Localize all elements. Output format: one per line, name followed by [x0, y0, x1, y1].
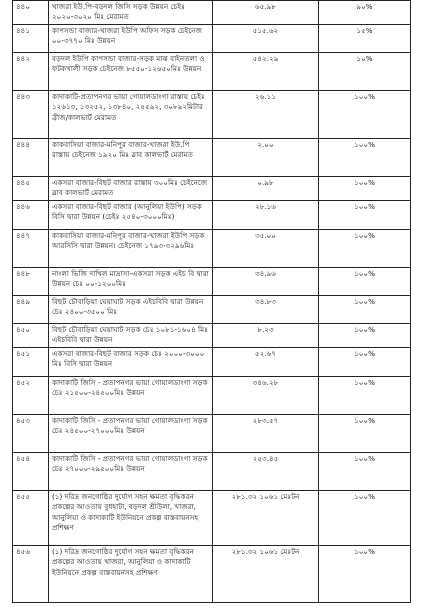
progress-percent-cell: ১০০%	[319, 138, 411, 176]
amount-cell: ২৮১.৩২ ১০৬১ মেঃটন	[213, 545, 319, 602]
amount-cell: ৫১৫.৬২	[213, 24, 319, 52]
table-row	[13, 229, 411, 267]
progress-percent-cell: ১০০%	[319, 295, 411, 323]
progress-percent-cell: ১০০%	[319, 323, 411, 347]
table-row	[13, 90, 411, 138]
progress-percent-cell: ১০০%	[319, 414, 411, 452]
row-number-cell: ৪৪৫	[13, 176, 49, 200]
description-cell: নাংলা ভিজি দাখিল মাদ্রাসা-একসরা সড়ক এইচ বি দ্বারা উন্নয়ন চেঃ ০০-১২০০মিঃ	[49, 267, 213, 295]
description-cell: একসরা বাজার-বিছট বাজার (আনুলিয়া ইউপি) সড়ক বিসি দ্বারা উন্নয়ন (চেইঃ ২৫৪০-৩০০০মিঃ)	[49, 200, 213, 229]
amount-cell: ৫২.৬৭	[213, 347, 319, 376]
row-number-cell: ৪৫৪	[13, 452, 49, 490]
row-number-cell: ৪৪৬	[13, 200, 49, 229]
table-row	[13, 490, 411, 545]
table-row	[13, 545, 411, 602]
table-row	[13, 24, 411, 52]
progress-percent-cell: ১০০%	[319, 90, 411, 138]
project-table	[12, 0, 411, 603]
amount-cell: ৬৫.৯৮	[213, 1, 319, 25]
progress-percent-cell: ৯০%	[319, 1, 411, 25]
description-cell: কাকবাসিয়া বাজার-মনিপুর বাজার-খাজরা ইউ.পি রাস্তায় চেইনেজ ১৯২০ মিঃ স্লাব কালভার্ট মেরামত	[49, 138, 213, 176]
table-row	[13, 52, 411, 90]
row-number-cell: ৪৫২	[13, 376, 49, 414]
table-row	[13, 267, 411, 295]
progress-percent-cell: ১০০%	[319, 347, 411, 376]
progress-percent-cell: ১০%	[319, 52, 411, 90]
row-number-cell: ৪৪০	[13, 1, 49, 25]
table-row	[13, 414, 411, 452]
row-number-cell: ৪৫৩	[13, 414, 49, 452]
project-table-body	[13, 1, 411, 603]
description-cell: বিছট চৌবাড়িয়া ঘেয়াঘাট সড়ক এইচবিবি দ্বারা উন্নয়ন চেঃ ২৪০০-৩৫০০ মিঃ	[49, 295, 213, 323]
progress-percent-cell: ১০০%	[319, 452, 411, 490]
table-row	[13, 176, 411, 200]
description-cell: একসরা বাজার-বিছট বাজার রাস্তায় ৩০০মিঃ চেইনেজে স্লাব কালভার্ট মেরামত	[49, 176, 213, 200]
description-cell: (১) দরিদ্র জনগোষ্ঠির দুর্যোগ সহন ক্ষমতা বৃদ্ধিকরন প্রকল্পের আওতায় বুধহাটা, বড়দল শ্রীউলা, খাজরা, আনুলিয়া ও কাদাকাটি ইউনিয়নে প্রকল্প বাস্তবায়নসহ প্রশিক্ষণ	[49, 490, 213, 545]
amount-cell: ৩৫.০০	[213, 229, 319, 267]
description-cell: খাজরা ইউ.পি-বড়দল জিসি সড়ক উন্নয়ন চেইঃ ২০২০-৩০২০ মিঃ মেরামত	[49, 1, 213, 25]
table-row	[13, 323, 411, 347]
table-row	[13, 138, 411, 176]
description-cell: বড়দল ইউপি কাপসন্ডা বাজার-সড়ক মাঝ বাইনতলা ও ফটকখালী সড়ক চেইনেজ ৮৫৫০-১২৬৫০মিঃ উন্নয়ন	[49, 52, 213, 90]
progress-percent-cell: ১০০%	[319, 376, 411, 414]
table-row	[13, 295, 411, 323]
amount-cell: ৩৪৬.২৮	[213, 376, 319, 414]
description-cell: কাদাকাটি-প্রতাপনগর ভায়া গোয়ালডাংগা রাস্তায় চেইঃ ১২৬১৩, ১৩২৫২, ১৩৮৪০, ২৫৫৯২, ৩০৮৯২মিটার ব্রীজ/কালভার্ট মেরামত	[49, 90, 213, 138]
row-number-cell: ৪৫৫	[13, 490, 49, 545]
description-cell: কাদাকাটি জিসি - প্রতাপনগর ভায়া গোয়ালডাংগা সড়ক চেঃ ২৪৫০০-২৭০০০মিঃ উন্নয়ন	[49, 414, 213, 452]
row-number-cell: ৪৪৪	[13, 138, 49, 176]
row-number-cell: ৪৪৭	[13, 229, 49, 267]
row-number-cell: ৪৪৩	[13, 90, 49, 138]
amount-cell: ২৮১.৩২ ১০৬১ মেঃটন	[213, 490, 319, 545]
progress-percent-cell: ১০০%	[319, 490, 411, 545]
description-cell: বিছট চৌবাড়িয়া ঘেয়াঘাট সড়ক চেঃ ১০৮১-১৬০৪ মিঃ এইচবিবি দ্বারা উন্নয়ন	[49, 323, 213, 347]
row-number-cell: ৪৫৬	[13, 545, 49, 602]
description-cell: কাপসন্ডা বাজার-খাজরা ইউপি অফিস সড়ক চেইনেজ ০০-৩৭৭০ মিঃ উন্নয়ন	[49, 24, 213, 52]
description-cell: কাদাকাটি জিসি - প্রতাপনগর ভায়া গোয়ালডাংগা সড়ক চেঃ ২৭০০০-২৯৫০০মিঃ উন্নয়ন	[49, 452, 213, 490]
progress-percent-cell: ১০০%	[319, 176, 411, 200]
row-number-cell: ৪৪১	[13, 24, 49, 52]
amount-cell: ৫৪২.২৯	[213, 52, 319, 90]
progress-percent-cell: ১০০%	[319, 229, 411, 267]
row-number-cell: ৪৪৯	[13, 295, 49, 323]
progress-percent-cell: ১০০%	[319, 200, 411, 229]
progress-percent-cell: ১০০%	[319, 545, 411, 602]
row-number-cell: ৪৪২	[13, 52, 49, 90]
amount-cell: ২৬.১১	[213, 90, 319, 138]
description-cell: একসরা বাজার-বিছট বাজার সড়ক চেঃ ২০০০-৩০০০ মিঃ বিসি দ্বারা উন্নয়ন	[49, 347, 213, 376]
description-cell: কাকবাসিয়া বাজার-মনিপুর বাজার-খাজরা ইউপি সড়ক আরসিসি দ্বারা উন্নয়ন। চেইনেজ ১৭৯৩-৩২৯৬মিঃ	[49, 229, 213, 267]
table-row	[13, 1, 411, 25]
table-row	[13, 376, 411, 414]
row-number-cell: ৪৫০	[13, 323, 49, 347]
row-number-cell: ৪৫১	[13, 347, 49, 376]
table-row	[13, 452, 411, 490]
row-number-cell: ৪৪৮	[13, 267, 49, 295]
amount-cell: ২৫৩.৪৫	[213, 452, 319, 490]
description-cell: কাদাকাটি জিসি - প্রতাপনগর ভায়া গোয়ালডাংগা সড়ক চেঃ ২১৫০০-২৪৫০০মিঃ উন্নয়ন	[49, 376, 213, 414]
progress-percent-cell: ১৫%	[319, 24, 411, 52]
description-cell: (১) দরিদ্র জনগোষ্ঠির দুর্যোগ সহন ক্ষমতা বৃদ্ধিকরন প্রকল্পের আওতায় খাজরা, আনুলিয়া ও কাদাকাটি ইউনিয়নে প্রকল্প বাস্তবায়নসহ প্রশিক্ষণ	[49, 545, 213, 602]
amount-cell: ২৮.১৬	[213, 200, 319, 229]
table-row	[13, 347, 411, 376]
progress-percent-cell: ১০০%	[319, 267, 411, 295]
amount-cell: ০.৯৮	[213, 176, 319, 200]
amount-cell: ৮.২৩	[213, 323, 319, 347]
amount-cell: ৩৪.৯৬	[213, 267, 319, 295]
amount-cell: ৩৪.৮৩	[213, 295, 319, 323]
amount-cell: ২৮৩.৫৭	[213, 414, 319, 452]
table-row	[13, 200, 411, 229]
amount-cell: ২.০০	[213, 138, 319, 176]
